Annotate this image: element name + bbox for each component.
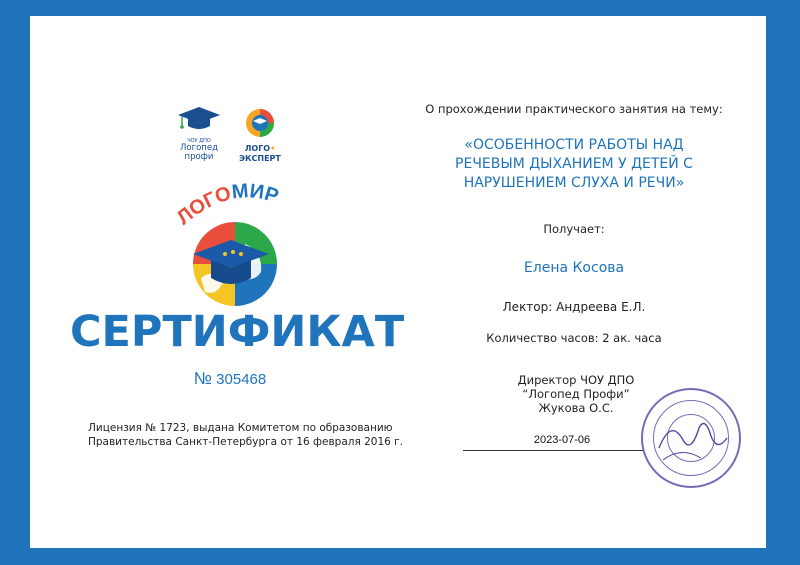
director-line1: Директор ЧОУ ДПО xyxy=(517,373,635,387)
expert-line2: ЭКСПЕРТ xyxy=(239,154,281,163)
license-text xyxy=(88,421,408,449)
signature-icon xyxy=(641,388,741,488)
topic-title xyxy=(404,136,744,193)
certificate-title: СЕРТИФИКАТ xyxy=(70,307,405,357)
license-line2: Правительства Санкт-Петербурга от 16 февраля 2016 г. xyxy=(88,436,404,448)
recipient-label: Получает: xyxy=(543,222,605,236)
lecturer-text: Лектор: Андреева Е.Л. xyxy=(502,300,646,314)
certificate-sheet xyxy=(30,16,766,548)
recipient-name: Елена Косова xyxy=(523,260,625,276)
director-line3: Жукова О.С. xyxy=(538,401,614,415)
certificate-number xyxy=(150,369,310,389)
logoped-line3: профи xyxy=(184,152,214,162)
logomir-globe-icon xyxy=(170,179,300,311)
topic-line2: РЕЧЕВЫМ ДЫХАНИЕМ У ДЕТЕЙ С xyxy=(455,156,693,172)
svg-text:ЛОГОМИР xyxy=(173,180,281,229)
topic-line1: «ОСОБЕННОСТИ РАБОТЫ НАД xyxy=(464,137,684,153)
graduation-cap-icon xyxy=(176,104,222,134)
logomir-part1: ЛОГО xyxy=(172,182,234,230)
signature-line xyxy=(463,450,643,451)
logoped-profi-logo xyxy=(176,104,222,174)
director-line2: “Логопед Профи” xyxy=(522,387,630,401)
intro-text: О прохождении практического занятия на тему: xyxy=(425,102,723,116)
number-label: № xyxy=(193,369,212,388)
globe-icon xyxy=(236,106,284,140)
logoped-line1: ЧОУ ДПО xyxy=(187,138,211,144)
license-line1: Лицензия № 1723, выдана Комитетом по образованию xyxy=(88,422,393,434)
logomir-emblem xyxy=(170,179,300,311)
logomir-part2: МИР xyxy=(230,180,281,208)
logoped-line2: Логопед xyxy=(180,143,218,153)
topic-line3: НАРУШЕНИЕМ СЛУХА И РЕЧИ» xyxy=(463,175,685,191)
official-stamp xyxy=(641,388,741,488)
expert-line1: ЛОГО xyxy=(244,144,271,153)
logo-expert-logo: ЛОГО• ЭКСПЕРТ xyxy=(236,106,284,172)
number-value: 305468 xyxy=(216,371,267,388)
date-text: 2023-07-06 xyxy=(533,434,591,446)
hours-text: Количество часов: 2 ак. часа xyxy=(486,331,662,345)
